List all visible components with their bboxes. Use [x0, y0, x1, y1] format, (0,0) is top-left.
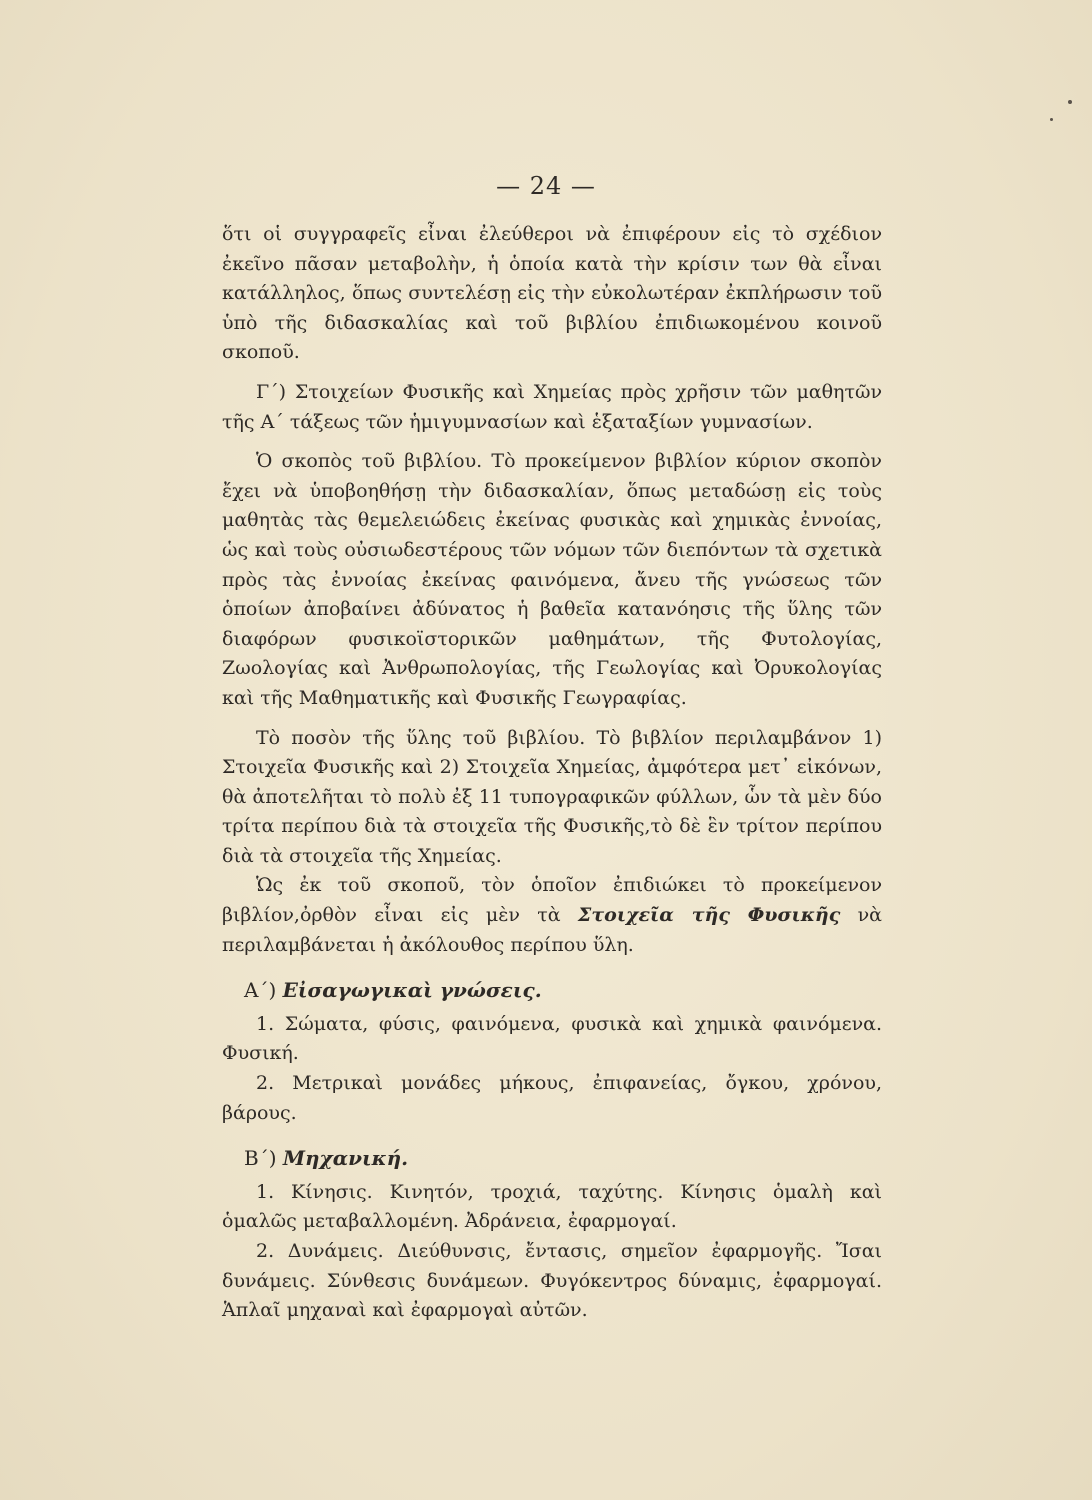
paragraph-book-title: Γ΄) Στοιχείων Φυσικῆς καὶ Χημείας πρὸς χρῆσιν τῶν μαθητῶν τῆς Α΄ τάξεως τῶν ἡμιγυμνασίων καὶ ἑξαταξίων γυμνασίων. [222, 380, 882, 433]
speck-mark [1068, 100, 1072, 104]
paragraph-purpose: Ὁ σκοπὸς τοῦ βιβλίου. Τὸ προκείμενον βιβλίον κύριον σκοπὸν ἔχει νὰ ὑποβοηθήσῃ τὴν διδασκαλίαν, ὅπως μεταδώσῃ εἰς τοὺς μαθητὰς τὰς θεμελειώδεις ἐκείνας φυσικὰς καὶ χημικὰς ἐννοίας, ὡς καὶ τοὺς οὐσιωδεστέρους τῶν νόμων τῶν διεπόντων τὰ σχετικὰ πρὸς τὰς ἐννοίας ἐκείνας φαινόμενα, ἄνευ τῆς γνώσεως τῶν ὁποίων ἀποβαίνει ἀδύνατος ἡ βαθεῖα κατανόησις τῆς ὕλης τῶν διαφόρων φυσικοϊστορικῶν μαθημάτων, τῆς Φυτολογίας, Ζωολογίας καὶ Ἀνθρωπολογίας, τῆς Γεωλογίας καὶ Ὀρυκολογίας καὶ τῆς Μαθηματικῆς καὶ Φυσικῆς Γεωγραφίας. [222, 450, 882, 709]
section-a-heading [222, 976, 882, 1006]
paragraph-content-end: νὰ περιλαμβάνεται ἡ ἀκόλουθος περίπου ὕλη. [222, 904, 883, 956]
section-a-title: Εἰσαγωγικαὶ γνώσεις. [282, 978, 542, 1003]
paragraph-continuation: ὅτι οἱ συγγραφεῖς εἶναι ἐλεύθεροι νὰ ἐπιφέρουν εἰς τὸ σχέδιον ἐκεῖνο πᾶσαν μεταβολὴν, ἡ ὁποία κατὰ τὴν κρίσιν των θὰ εἶναι κατάλληλος, ὅπως συντελέσῃ εἰς τὴν εὐκολωτέραν ἐκπλήρωσιν τοῦ ὑπὸ τῆς διδασκαλίας καὶ τοῦ βιβλίου ἐπιδιωκομένου κοινοῦ σκοποῦ. [222, 223, 882, 364]
paragraph-amount: Τὸ ποσὸν τῆς ὕλης τοῦ βιβλίου. Τὸ βιβλίον περιλαμβάνον 1) Στοιχεῖα Φυσικῆς καὶ 2) Στοιχεῖα Χημείας, ἀμφότερα μετ᾽ εἰκόνων, θὰ ἀποτελῆται τὸ πολὺ ἐξ 11 τυπογραφικῶν φύλλων, ὧν τὰ μὲν δύο τρίτα περίπου διὰ τὰ στοιχεῖα τῆς Φυσικῆς,τὸ δὲ ἓν τρίτον περίπου διὰ τὰ στοιχεῖα τῆς Χημείας. [222, 726, 882, 867]
body-text [222, 220, 882, 1326]
paragraph-content-start: Ὡς ἐκ τοῦ σκοποῦ, τὸν ὁποῖον ἐπιδιώκει τὸ προκείμενον βιβλίον,ὀρθὸν εἶναι εἰς μὲν τὰ [222, 874, 882, 927]
speck-mark [1050, 118, 1053, 121]
emphasis-physics-elements: Στοιχεῖα τῆς Φυσικῆς [577, 904, 841, 927]
section-a-label: Α΄) [244, 978, 277, 1003]
section-a-item: 1. Σώματα, φύσις, φαινόμενα, φυσικὰ καὶ χημικὰ φαινόμενα. Φυσική. [222, 1012, 882, 1065]
section-b-item: 1. Κίνησις. Κινητόν, τροχιά, ταχύτης. Κίνησις ὁμαλὴ καὶ ὁμαλῶς μεταβαλλομένη. Ἀδράνεια, ἐφαρμογαί. [222, 1180, 882, 1233]
section-b-label: Β΄) [244, 1146, 277, 1171]
section-b-heading [222, 1144, 882, 1174]
section-a-item: 2. Μετρικαὶ μονάδες μήκους, ἐπιφανείας, ὄγκου, χρόνου, βάρους. [222, 1072, 882, 1124]
section-b-title: Μηχανική. [282, 1146, 409, 1171]
paragraph-content [222, 871, 882, 960]
section-b-item: 2. Δυνάμεις. Διεύθυνσις, ἔντασις, σημεῖον ἐφαρμογῆς. Ἴσαι δυνάμεις. Σύνθεσις δυνάμεων. Φυγόκεντρος δύναμις, ἐφαρμογαί. Ἁπλαῖ μηχαναὶ καὶ ἐφαρμογαὶ αὐτῶν. [222, 1240, 882, 1322]
page-number: — 24 — [496, 172, 596, 200]
